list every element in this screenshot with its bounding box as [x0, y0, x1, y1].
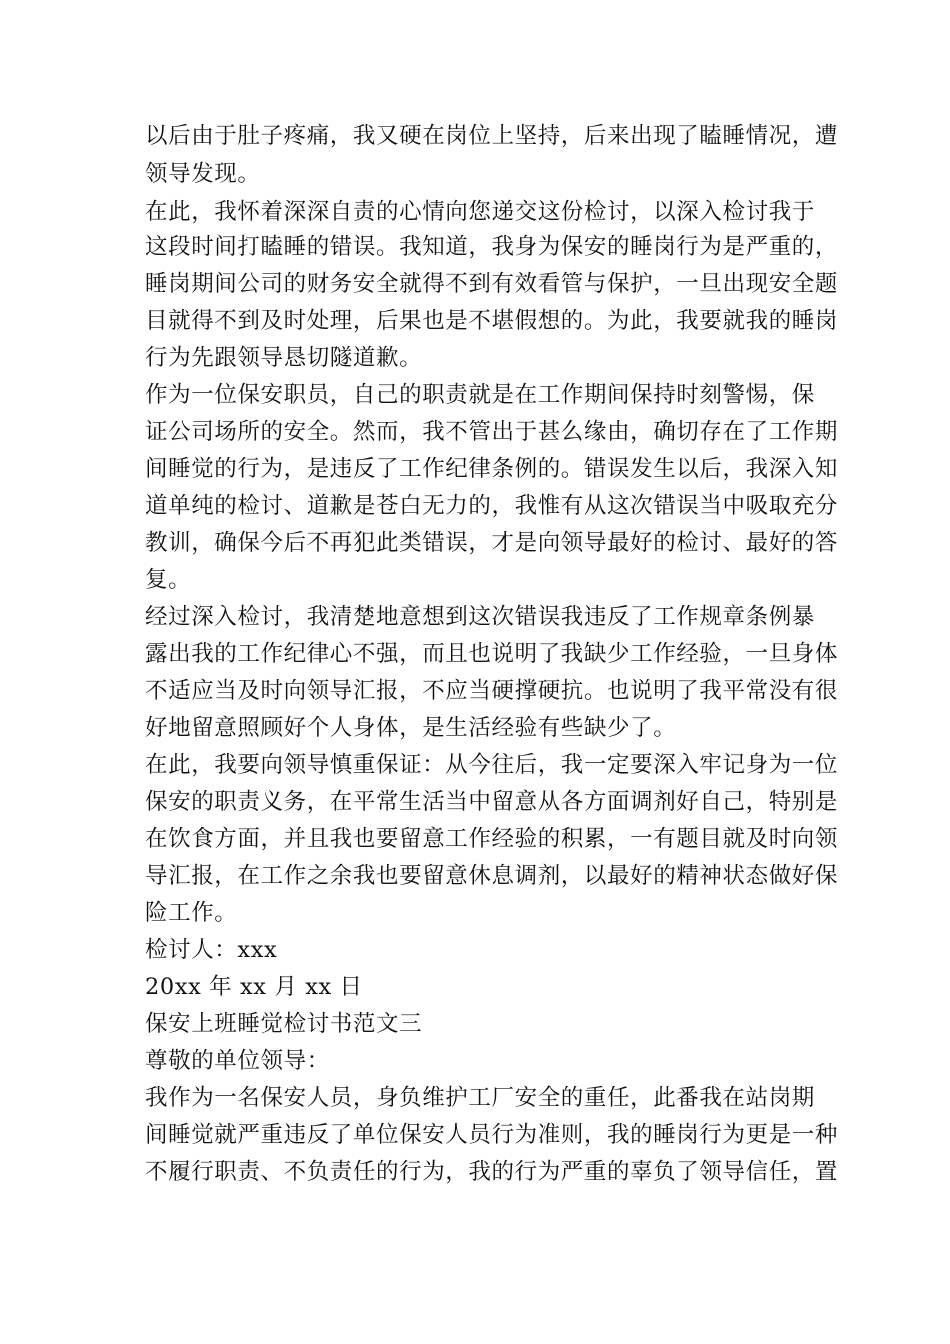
text-line: 不履行职责、不负责任的行为，我的行为严重的辜负了领导信任，置 [145, 1159, 839, 1185]
text-line: 教训，确保今后不再犯此类错误，才是向领导最好的检讨、最好的答 [145, 530, 839, 556]
text-line: 道单纯的检讨、道歉是苍白无力的，我惟有从这次错误当中吸取充分 [145, 493, 839, 519]
text-line: 间睡觉的行为，是违反了工作纪律条例的。错误发生以后，我深入知 [145, 456, 839, 482]
text-line: 保安的职责义务，在平常生活当中留意从各方面调剂好自己，特别是 [145, 789, 839, 815]
signer-line: 检讨人：xxx [145, 937, 278, 963]
text-line: 睡岗期间公司的财务安全就得不到有效看管与保护，一旦出现安全题 [145, 271, 839, 297]
date-line: 20xx 年 xx 月 xx 日 [145, 974, 363, 1000]
text-line: 以后由于肚子疼痛，我又硬在岗位上坚持，后来出现了瞌睡情况，遭 [145, 123, 839, 149]
text-line: 证公司场所的安全。然而，我不管出于甚么缘由，确切存在了工作期 [145, 419, 839, 445]
salutation: 尊敬的单位领导： [145, 1048, 330, 1074]
text-line: 复。 [145, 567, 192, 593]
text-line: 在此，我怀着深深自责的心情向您递交这份检讨，以深入检讨我于 [145, 199, 815, 225]
section-title: 保安上班睡觉检讨书范文三 [145, 1011, 423, 1037]
text-line: 领导发现。 [145, 161, 261, 187]
text-line: 目就得不到及时处理，后果也是不堪假想的。为此，我要就我的睡岗 [145, 308, 839, 334]
text-line: 导汇报，在工作之余我也要留意休息调剂，以最好的精神状态做好保 [145, 863, 839, 889]
text-line: 在饮食方面，并且我也要留意工作经验的积累，一有题目就及时向领 [145, 826, 839, 852]
text-line: 不适应当及时向领导汇报，不应当硬撑硬抗。也说明了我平常没有很 [145, 678, 839, 704]
text-line: 露出我的工作纪律心不强，而且也说明了我缺少工作经验，一旦身体 [145, 641, 839, 667]
text-line: 间睡觉就严重违反了单位保安人员行为准则，我的睡岗行为更是一种 [145, 1122, 839, 1148]
text-line: 作为一位保安职员，自己的职责就是在工作期间保持时刻警惕，保 [145, 382, 815, 408]
text-line: 险工作。 [145, 900, 238, 926]
text-line: 行为先跟领导恳切隧道歉。 [145, 345, 423, 371]
text-line: 我作为一名保安人员，身负维护工厂安全的重任，此番我在站岗期 [145, 1085, 815, 1111]
text-line: 在此，我要向领导慎重保证：从今往后，我一定要深入牢记身为一位 [145, 752, 839, 778]
text-line: 这段时间打瞌睡的错误。我知道，我身为保安的睡岗行为是严重的， [145, 234, 839, 260]
text-line: 好地留意照顾好个人身体，是生活经验有些缺少了。 [145, 715, 677, 741]
text-line: 经过深入检讨，我清楚地意想到这次错误我违反了工作规章条例暴 [145, 604, 815, 630]
